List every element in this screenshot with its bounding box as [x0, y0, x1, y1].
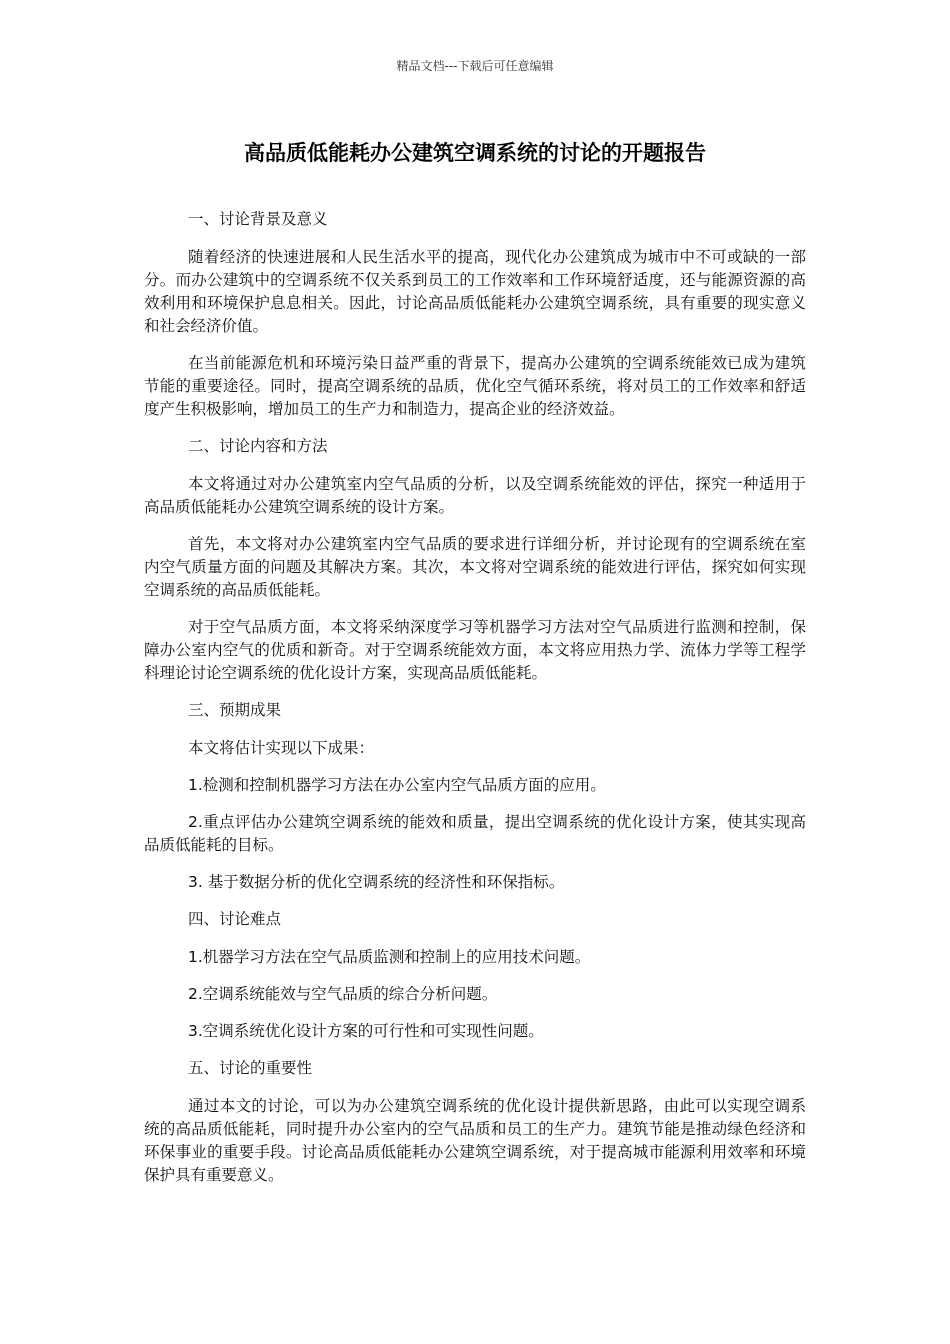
list-item-result-3: 3. 基于数据分析的优化空调系统的经济性和环保指标。	[188, 873, 565, 891]
section-heading-expected-results: 三、预期成果	[188, 701, 282, 719]
section-heading-importance: 五、讨论的重要性	[188, 1059, 313, 1077]
list-item-difficulty-2: 2.空调系统能效与空气品质的综合分析问题。	[188, 985, 498, 1003]
paragraph-background-1: 随着经济的快速进展和人民生活水平的提高，现代化办公建筑成为城市中不可或缺的一部分。而办公建筑中的空调系统不仅关系到员工的工作效率和工作环境舒适度，还与能源资源的高效利用和环境保护息息相关。因此，讨论高品质低能耗办公建筑空调系统，具有重要的现实意义和社会经济价值。	[144, 248, 806, 335]
paragraph-methods-1: 本文将通过对办公建筑室内空气品质的分析，以及空调系统能效的评估，探究一种适用于高品质低能耗办公建筑空调系统的设计方案。	[144, 475, 806, 516]
section-heading-content-methods: 二、讨论内容和方法	[188, 437, 328, 455]
list-item-difficulty-1: 1.机器学习方法在空气品质监测和控制上的应用技术问题。	[188, 948, 591, 966]
paragraph-methods-3: 对于空气品质方面，本文将采纳深度学习等机器学习方法对空气品质进行监测和控制，保障办公室内空气的优质和新奇。对于空调系统能效方面，本文将应用热力学、流体力学等工程学科理论讨论空调系统的优化设计方案，实现高品质低能耗。	[144, 618, 806, 682]
paragraph-importance: 通过本文的讨论，可以为办公建筑空调系统的优化设计提供新思路，由此可以实现空调系统的高品质低能耗，同时提升办公室内的空气品质和员工的生产力。建筑节能是推动绿色经济和环保事业的重要手段。讨论高品质低能耗办公建筑空调系统，对于提高城市能源利用效率和环境保护具有重要意义。	[144, 1097, 806, 1184]
list-item-difficulty-3: 3.空调系统优化设计方案的可行性和可实现性问题。	[188, 1022, 544, 1040]
document-body	[144, 208, 806, 1201]
list-item-result-2: 2.重点评估办公建筑空调系统的能效和质量，提出空调系统的优化设计方案，使其实现高品质低能耗的目标。	[144, 813, 806, 854]
paragraph-results-intro: 本文将估计实现以下成果：	[188, 739, 375, 757]
section-heading-background: 一、讨论背景及意义	[188, 210, 328, 228]
list-item-result-1: 1.检测和控制机器学习方法在办公室内空气品质方面的应用。	[188, 776, 606, 794]
document-title: 高品质低能耗办公建筑空调系统的讨论的开题报告	[244, 141, 706, 165]
paragraph-methods-2: 首先，本文将对办公建筑室内空气品质的要求进行详细分析，并讨论现有的空调系统在室内空气质量方面的问题及其解决方案。其次，本文将对空调系统的能效进行评估，探究如何实现空调系统的高品质低能耗。	[144, 535, 806, 599]
paragraph-background-2: 在当前能源危机和环境污染日益严重的背景下，提高办公建筑的空调系统能效已成为建筑节能的重要途径。同时，提高空调系统的品质，优化空气循环系统，将对员工的工作效率和舒适度产生积极影响，增加员工的生产力和制造力，提高企业的经济效益。	[144, 354, 806, 418]
section-heading-difficulties: 四、讨论难点	[188, 910, 282, 928]
header-note: 精品文档---下载后可任意编辑	[396, 59, 554, 73]
